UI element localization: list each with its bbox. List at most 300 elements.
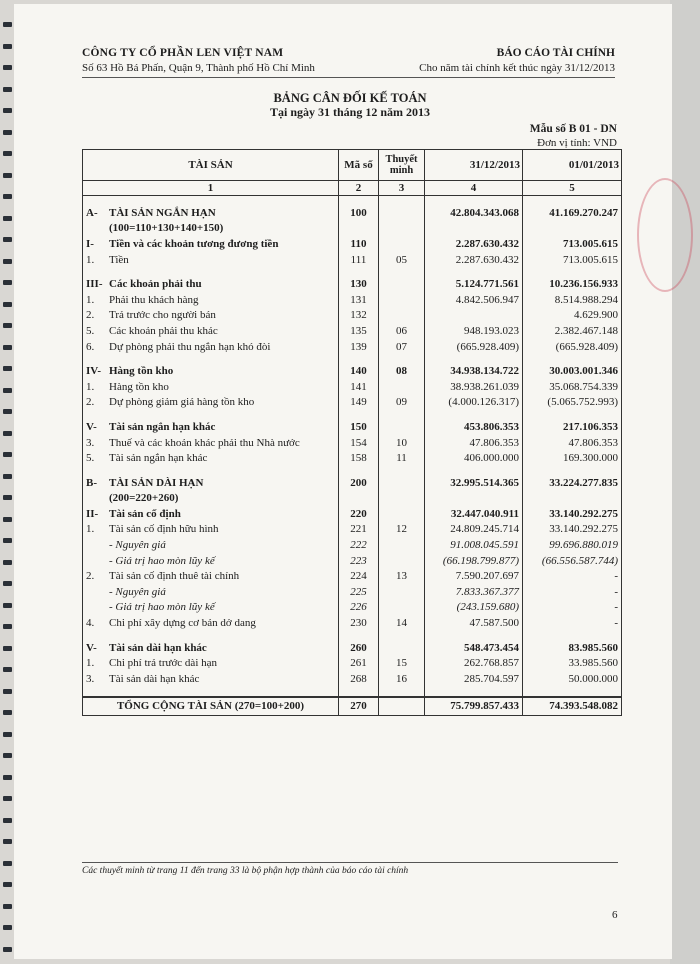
row-prefix: 6. (86, 340, 95, 353)
row-value-2013: 47.587.500 (425, 615, 523, 631)
row-value-2013: 42.804.343.068 (425, 205, 523, 221)
empty-cell (83, 196, 339, 206)
empty-cell (379, 466, 425, 475)
row-label: Các khoản phải thu khác (109, 324, 218, 337)
row-prefix: 4. (86, 617, 95, 630)
binding-ring (3, 323, 12, 328)
seal-stamp (637, 178, 693, 292)
table-row (83, 236, 622, 252)
spacer-row (83, 631, 622, 640)
header-2012: 01/01/2013 (523, 150, 622, 181)
total-code: 270 (339, 697, 379, 716)
row-label: Hàng tồn kho (109, 365, 174, 378)
header-assets: TÀI SẢN (83, 150, 339, 181)
header-rule (82, 77, 615, 78)
row-prefix: IV- (86, 365, 102, 378)
row-label: Dự phòng giảm giá hàng tồn kho (109, 396, 255, 409)
row-code: 158 (339, 450, 379, 466)
binding-ring (3, 452, 12, 457)
binding-ring (3, 130, 12, 135)
spacer-row (83, 196, 622, 206)
row-prefix: III- (86, 278, 103, 291)
row-label-cell (83, 435, 339, 451)
header-note: Thuyết minh (379, 150, 425, 181)
row-code (339, 221, 379, 237)
table-row (83, 379, 622, 395)
empty-cell (83, 354, 339, 363)
row-value-2013: (66.198.799.877) (425, 553, 523, 569)
row-note (379, 491, 425, 507)
row-value-2012 (523, 221, 622, 237)
table-row (83, 537, 622, 553)
binding-ring (3, 796, 12, 801)
report-title: BÁO CÁO TÀI CHÍNH (496, 47, 615, 59)
empty-cell (425, 687, 523, 697)
row-value-2012: 83.985.560 (523, 640, 622, 656)
binding-ring (3, 882, 12, 887)
row-label-cell (83, 522, 339, 538)
binding-ring (3, 474, 12, 479)
page-number: 6 (612, 909, 618, 921)
report-period: Cho năm tài chính kết thúc ngày 31/12/2013 (419, 62, 615, 74)
row-label: Chi phí xây dựng cơ bản dở dang (109, 617, 256, 630)
empty-cell (523, 354, 622, 363)
row-value-2012: 713.005.615 (523, 252, 622, 268)
row-code: 224 (339, 568, 379, 584)
row-value-2013: 34.938.134.722 (425, 363, 523, 379)
row-value-2013 (425, 308, 523, 324)
row-value-2012 (523, 491, 622, 507)
row-prefix: 3. (86, 436, 95, 449)
table-row (83, 339, 622, 355)
row-label: Tài sản cố định thuê tài chính (109, 570, 240, 583)
footnote: Các thuyết minh từ trang 11 đến trang 33 là bộ phận hợp thành của báo cáo tài chính (82, 866, 409, 876)
row-label: Tiền và các khoản tương đương tiền (109, 237, 279, 250)
empty-cell (83, 466, 339, 475)
row-code: 221 (339, 522, 379, 538)
row-value-2013: 453.806.353 (425, 419, 523, 435)
total-row (83, 697, 622, 716)
binding-ring (3, 151, 12, 156)
total-note (379, 697, 425, 716)
row-code: 230 (339, 615, 379, 631)
row-value-2013: 4.842.506.947 (425, 292, 523, 308)
spacer-row (83, 410, 622, 419)
row-value-2012: 30.003.001.346 (523, 363, 622, 379)
row-label-cell (83, 584, 339, 600)
row-label-cell (83, 379, 339, 395)
row-note (379, 379, 425, 395)
table-row (83, 395, 622, 411)
row-value-2013: 262.768.857 (425, 655, 523, 671)
row-prefix: 3. (86, 672, 95, 685)
spacer-row (83, 687, 622, 697)
binding-ring (3, 302, 12, 307)
row-code: 154 (339, 435, 379, 451)
binding-ring (3, 624, 12, 629)
table-row (83, 655, 622, 671)
row-value-2012: 41.169.270.247 (523, 205, 622, 221)
row-code: 110 (339, 236, 379, 252)
row-value-2013: 24.809.245.714 (425, 522, 523, 538)
row-label: Tiền (109, 253, 129, 266)
row-value-2013: (665.928.409) (425, 339, 523, 355)
row-label-cell (83, 221, 339, 237)
index-row (83, 181, 622, 196)
binding-ring (3, 689, 12, 694)
empty-cell (339, 687, 379, 697)
row-value-2013: 32.995.514.365 (425, 475, 523, 491)
row-label-cell (83, 553, 339, 569)
row-code (339, 491, 379, 507)
binding-ring (3, 947, 12, 952)
index-cell: 3 (379, 181, 425, 196)
binding-ring (3, 44, 12, 49)
binding-ring (3, 366, 12, 371)
row-note (379, 276, 425, 292)
row-value-2012: 713.005.615 (523, 236, 622, 252)
row-value-2013: 406.000.000 (425, 450, 523, 466)
row-prefix: 5. (86, 452, 95, 465)
empty-cell (379, 196, 425, 206)
table-header-row (83, 150, 622, 181)
empty-cell (379, 631, 425, 640)
row-label-cell (83, 671, 339, 687)
binding-ring (3, 388, 12, 393)
row-prefix: 1. (86, 523, 95, 536)
binding-ring (3, 173, 12, 178)
row-value-2012: 33.140.292.275 (523, 522, 622, 538)
row-code: 261 (339, 655, 379, 671)
row-label-cell (83, 450, 339, 466)
binding-ring (3, 495, 12, 500)
header-2013: 31/12/2013 (425, 150, 523, 181)
row-note: 12 (379, 522, 425, 538)
index-cell: 4 (425, 181, 523, 196)
binding-ring (3, 753, 12, 758)
empty-cell (523, 466, 622, 475)
row-code: 200 (339, 475, 379, 491)
table-row (83, 584, 622, 600)
binding-ring (3, 775, 12, 780)
row-code: 268 (339, 671, 379, 687)
row-note: 11 (379, 450, 425, 466)
row-note (379, 292, 425, 308)
row-label-cell (83, 537, 339, 553)
row-code: 139 (339, 339, 379, 355)
row-label: Các khoản phải thu (109, 278, 202, 291)
row-label: Thuế và các khoản khác phải thu Nhà nước (109, 436, 300, 449)
header-code: Mã số (339, 150, 379, 181)
row-label: - Nguyên giá (109, 539, 166, 552)
row-note: 15 (379, 655, 425, 671)
empty-cell (523, 687, 622, 697)
row-prefix: 1. (86, 657, 95, 670)
row-label-cell (83, 615, 339, 631)
row-label: Tài sản dài hạn khác (109, 672, 200, 685)
row-value-2012: 2.382.467.148 (523, 323, 622, 339)
index-cell: 2 (339, 181, 379, 196)
index-cell: 5 (523, 181, 622, 196)
empty-cell (339, 410, 379, 419)
row-note (379, 506, 425, 522)
row-label-cell (83, 506, 339, 522)
row-value-2013: 7.590.207.697 (425, 568, 523, 584)
table-row (83, 640, 622, 656)
empty-cell (379, 267, 425, 276)
row-note (379, 640, 425, 656)
empty-cell (425, 466, 523, 475)
row-note: 06 (379, 323, 425, 339)
row-code: 141 (339, 379, 379, 395)
table-row (83, 276, 622, 292)
binding-ring (3, 409, 12, 414)
row-label: Tài sản dài hạn khác (109, 641, 207, 654)
binding-ring (3, 646, 12, 651)
currency-unit: Đơn vị tính: VND (537, 137, 617, 149)
row-value-2012: - (523, 615, 622, 631)
spacer-row (83, 354, 622, 363)
binding-ring (3, 925, 12, 930)
company-address: Số 63 Hồ Bá Phấn, Quận 9, Thành phố Hồ Chí Minh (82, 62, 315, 74)
row-code: 135 (339, 323, 379, 339)
table-row (83, 491, 622, 507)
binding-ring (3, 560, 12, 565)
row-label: (200=220+260) (109, 492, 179, 505)
row-prefix: V- (86, 641, 97, 654)
row-prefix: I- (86, 237, 94, 250)
table-row (83, 553, 622, 569)
row-value-2013: 548.473.454 (425, 640, 523, 656)
row-note (379, 553, 425, 569)
binding-ring (3, 280, 12, 285)
binding-ring (3, 431, 12, 436)
spacer-row (83, 267, 622, 276)
row-label: - Giá trị hao mòn lũy kế (109, 601, 215, 614)
row-note (379, 236, 425, 252)
company-name: CÔNG TY CỔ PHẦN LEN VIỆT NAM (82, 47, 284, 59)
row-value-2012: 169.300.000 (523, 450, 622, 466)
row-label-cell (83, 655, 339, 671)
row-note (379, 205, 425, 221)
table-row (83, 600, 622, 616)
row-prefix: 5. (86, 324, 95, 337)
row-value-2012: (66.556.587.744) (523, 553, 622, 569)
row-value-2012: 35.068.754.339 (523, 379, 622, 395)
row-value-2012: 8.514.988.294 (523, 292, 622, 308)
row-code: 130 (339, 276, 379, 292)
row-label: Trả trước cho người bán (109, 309, 216, 322)
row-value-2012: 217.106.353 (523, 419, 622, 435)
row-value-2013: 5.124.771.561 (425, 276, 523, 292)
binding-ring (3, 581, 12, 586)
binding-ring (3, 732, 12, 737)
row-label: Tài sản ngắn hạn khác (109, 452, 208, 465)
row-label-cell (83, 252, 339, 268)
empty-cell (425, 196, 523, 206)
row-note: 13 (379, 568, 425, 584)
empty-cell (83, 687, 339, 697)
row-value-2013: 47.806.353 (425, 435, 523, 451)
row-label: Hàng tồn kho (109, 380, 169, 393)
balance-sheet-table (82, 149, 622, 716)
table-row (83, 506, 622, 522)
row-prefix: A- (86, 206, 98, 219)
table-row (83, 308, 622, 324)
row-prefix: 1. (86, 293, 95, 306)
row-code: 111 (339, 252, 379, 268)
binding-ring (3, 65, 12, 70)
row-label: Tài sản cố định hữu hình (109, 523, 219, 536)
row-label-cell (83, 308, 339, 324)
total-label: TỔNG CỘNG TÀI SẢN (270=100+200) (83, 697, 339, 716)
row-note: 10 (379, 435, 425, 451)
empty-cell (339, 267, 379, 276)
row-prefix: 2. (86, 396, 95, 409)
row-value-2013: 38.938.261.039 (425, 379, 523, 395)
row-value-2012: 50.000.000 (523, 671, 622, 687)
empty-cell (339, 196, 379, 206)
table-row (83, 419, 622, 435)
binding-ring (3, 194, 12, 199)
row-value-2012: (5.065.752.993) (523, 395, 622, 411)
empty-cell (523, 631, 622, 640)
row-code: 149 (339, 395, 379, 411)
row-note (379, 537, 425, 553)
row-value-2013 (425, 491, 523, 507)
row-value-2012: - (523, 568, 622, 584)
row-value-2013: 948.193.023 (425, 323, 523, 339)
row-note (379, 308, 425, 324)
binding-ring (3, 517, 12, 522)
row-prefix: 1. (86, 380, 95, 393)
row-label: Dự phòng phải thu ngắn hạn khó đòi (109, 340, 271, 353)
row-value-2012: 99.696.880.019 (523, 537, 622, 553)
empty-cell (83, 410, 339, 419)
empty-cell (83, 267, 339, 276)
row-note (379, 475, 425, 491)
row-value-2012: - (523, 600, 622, 616)
binding-ring (3, 22, 12, 27)
table-row (83, 292, 622, 308)
row-value-2012: 47.806.353 (523, 435, 622, 451)
row-label-cell (83, 205, 339, 221)
binding-ring (3, 667, 12, 672)
page-subtitle: Tại ngày 31 tháng 12 năm 2013 (269, 105, 431, 119)
empty-cell (425, 267, 523, 276)
empty-cell (425, 410, 523, 419)
binding-ring (3, 538, 12, 543)
binding-ring (3, 603, 12, 608)
row-label: TÀI SẢN NGẮN HẠN (109, 206, 216, 219)
row-note: 14 (379, 615, 425, 631)
empty-cell (523, 267, 622, 276)
empty-cell (339, 631, 379, 640)
binding-ring (3, 345, 12, 350)
row-code: 150 (339, 419, 379, 435)
table-row (83, 435, 622, 451)
row-value-2013: 2.287.630.432 (425, 236, 523, 252)
row-label: (100=110+130+140+150) (109, 222, 224, 235)
row-prefix: B- (86, 476, 97, 489)
empty-cell (425, 354, 523, 363)
empty-cell (379, 410, 425, 419)
row-code: 260 (339, 640, 379, 656)
row-value-2013: 2.287.630.432 (425, 252, 523, 268)
binding-ring (3, 861, 12, 866)
row-note: 07 (379, 339, 425, 355)
row-label-cell (83, 236, 339, 252)
row-note (379, 221, 425, 237)
table-row (83, 323, 622, 339)
row-label-cell (83, 323, 339, 339)
table-row (83, 615, 622, 631)
row-code: 140 (339, 363, 379, 379)
empty-cell (379, 354, 425, 363)
row-code: 226 (339, 600, 379, 616)
row-value-2012: 33.985.560 (523, 655, 622, 671)
row-prefix: 2. (86, 309, 95, 322)
row-label-cell (83, 600, 339, 616)
row-note: 16 (379, 671, 425, 687)
table-row (83, 363, 622, 379)
row-code: 132 (339, 308, 379, 324)
table-row (83, 475, 622, 491)
row-code: 225 (339, 584, 379, 600)
row-value-2013: (243.159.680) (425, 600, 523, 616)
row-prefix: 1. (86, 253, 95, 266)
row-value-2012: 33.140.292.275 (523, 506, 622, 522)
table-row (83, 221, 622, 237)
row-label: - Giá trị hao mòn lũy kế (109, 554, 215, 567)
row-label: - Nguyên giá (109, 585, 166, 598)
row-value-2013: (4.000.126.317) (425, 395, 523, 411)
binding-ring (3, 818, 12, 823)
row-code: 100 (339, 205, 379, 221)
row-code: 223 (339, 553, 379, 569)
empty-cell (339, 466, 379, 475)
row-prefix: V- (86, 420, 97, 433)
table-row (83, 522, 622, 538)
row-label: TÀI SẢN DÀI HẠN (109, 476, 204, 489)
footer-rule (82, 862, 618, 863)
binding-ring (3, 904, 12, 909)
row-prefix: II- (86, 507, 99, 520)
row-label-cell (83, 276, 339, 292)
row-value-2013: 32.447.040.911 (425, 506, 523, 522)
row-label: Tài sản ngắn hạn khác (109, 420, 216, 433)
row-value-2012: - (523, 584, 622, 600)
row-value-2013: 285.704.597 (425, 671, 523, 687)
table-row (83, 252, 622, 268)
form-number: Mẫu số B 01 - DN (529, 123, 617, 135)
table-row (83, 205, 622, 221)
table-row (83, 671, 622, 687)
binding-ring (3, 237, 12, 242)
row-label: Phải thu khách hàng (109, 293, 199, 306)
row-note: 05 (379, 252, 425, 268)
total-2012: 74.393.548.082 (523, 697, 622, 716)
spacer-row (83, 466, 622, 475)
row-code: 220 (339, 506, 379, 522)
row-value-2012: 10.236.156.933 (523, 276, 622, 292)
row-label-cell (83, 339, 339, 355)
table-row (83, 568, 622, 584)
row-note: 08 (379, 363, 425, 379)
row-value-2012: 4.629.900 (523, 308, 622, 324)
empty-cell (379, 687, 425, 697)
row-value-2013 (425, 221, 523, 237)
